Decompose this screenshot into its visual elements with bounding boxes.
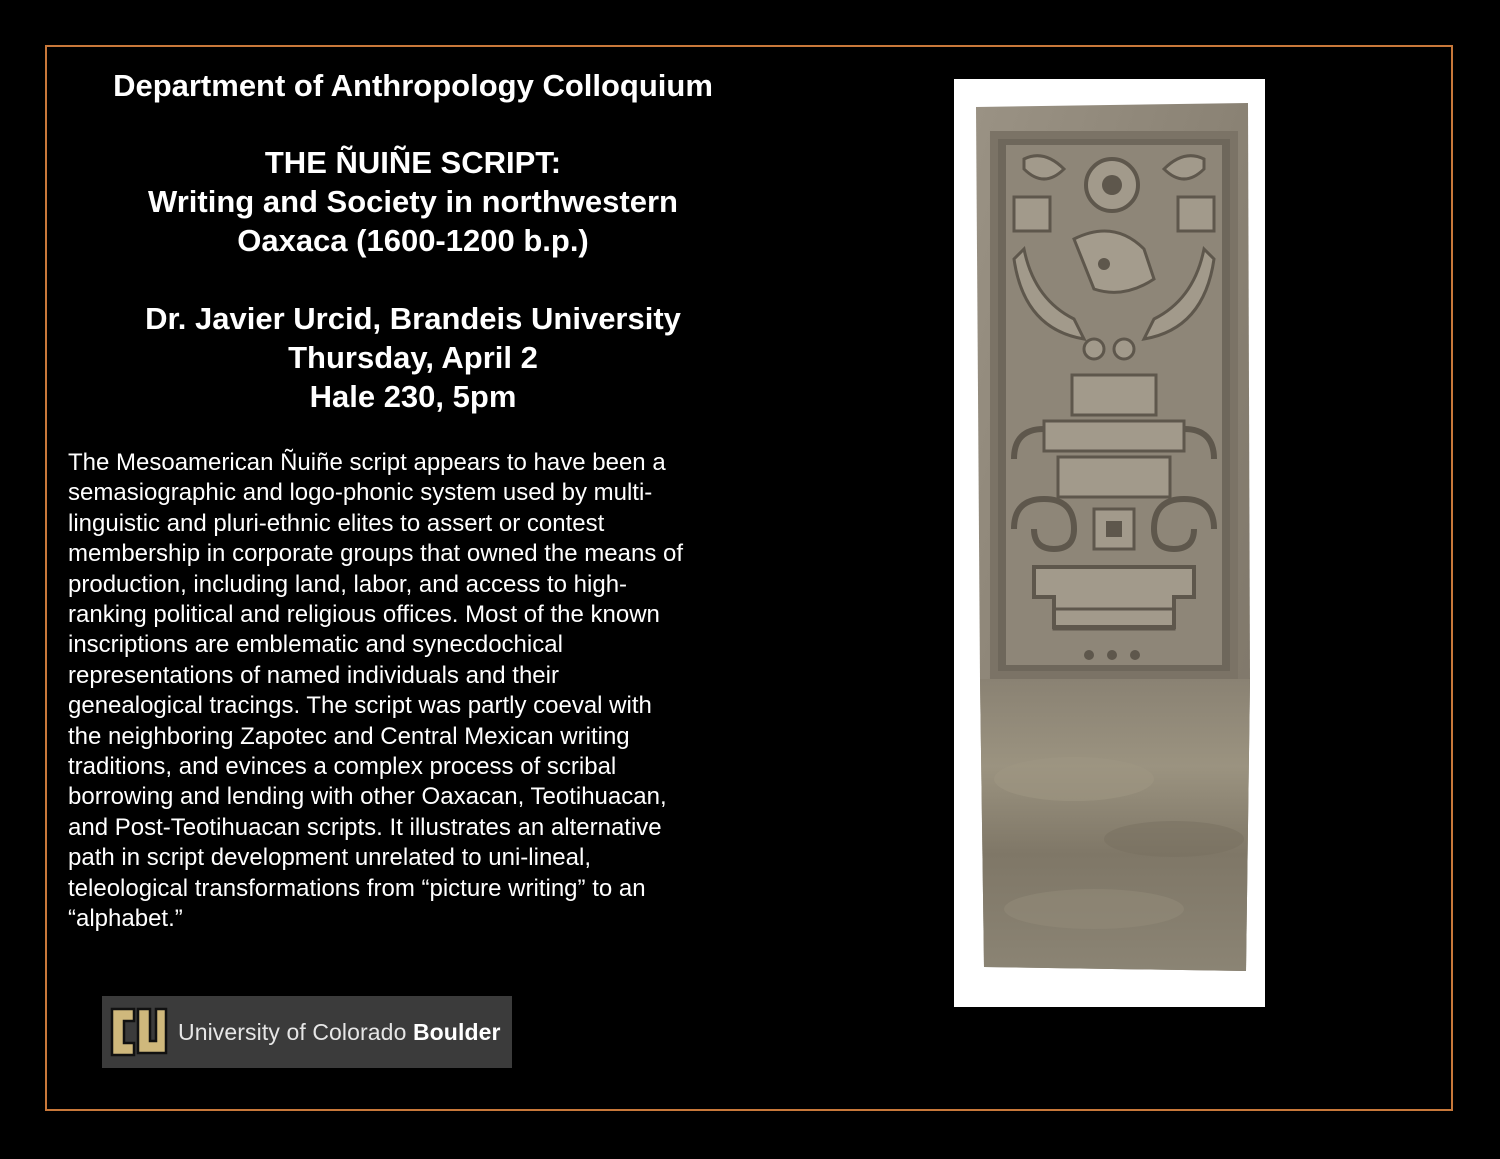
abstract-line: traditions, and evinces a complex process of scribal — [68, 753, 617, 781]
stela-photo — [954, 79, 1265, 1007]
abstract-paragraph — [68, 448, 758, 935]
abstract-line: and Post-Teotihuacan scripts. It illustrates an alternative — [68, 813, 662, 841]
logo-text-regular: University of Colorado — [178, 1018, 413, 1045]
logo-text-bold: Boulder — [412, 1018, 501, 1045]
university-logo — [102, 996, 512, 1068]
talk-title — [68, 143, 758, 260]
abstract-line: genealogical tracings. The script was partly coeval with — [68, 692, 652, 720]
title-line: Writing and Society in northwestern — [148, 184, 678, 219]
abstract-line: semasiographic and logo-phonic system used by multi- — [68, 479, 653, 507]
cu-logo-icon — [108, 1003, 170, 1061]
abstract-line: the neighboring Zapotec and Central Mexican writing — [68, 722, 630, 750]
department-heading: Department of Anthropology Colloquium — [113, 68, 713, 103]
abstract-line: representations of named individuals and their — [68, 661, 559, 689]
event-date: Thursday, April 2 — [288, 340, 538, 375]
event-location: Hale 230, 5pm — [309, 379, 517, 414]
title-line: THE ÑUIÑE SCRIPT: — [264, 145, 562, 180]
abstract-line: membership in corporate groups that owned the means of — [68, 540, 684, 568]
carved-stone-stela-image — [954, 79, 1265, 1007]
abstract-line: “alphabet.” — [68, 905, 183, 933]
poster-text-column — [68, 66, 758, 416]
event-details — [68, 299, 758, 416]
abstract-line: path in script development unrelated to uni-lineal, — [68, 844, 591, 872]
abstract-line: teleological transformations from “picture writing” to an — [68, 874, 646, 902]
abstract-line: linguistic and pluri-ethnic elites to assert or contest — [68, 509, 605, 537]
speaker-name: Dr. Javier Urcid, Brandeis University — [145, 301, 681, 336]
title-line: Oaxaca (1600-1200 b.p.) — [237, 223, 589, 258]
abstract-line: borrowing and lending with other Oaxacan, Teotihuacan, — [68, 783, 667, 811]
abstract-line: The Mesoamerican Ñuiñe script appears to have been a — [68, 449, 666, 476]
abstract-line: production, including land, labor, and access to high- — [68, 570, 628, 598]
logo-wordmark — [178, 1019, 501, 1046]
abstract-line: inscriptions are emblematic and synecdochical — [68, 631, 563, 659]
abstract-line: ranking political and religious offices. Most of the known — [68, 601, 660, 629]
